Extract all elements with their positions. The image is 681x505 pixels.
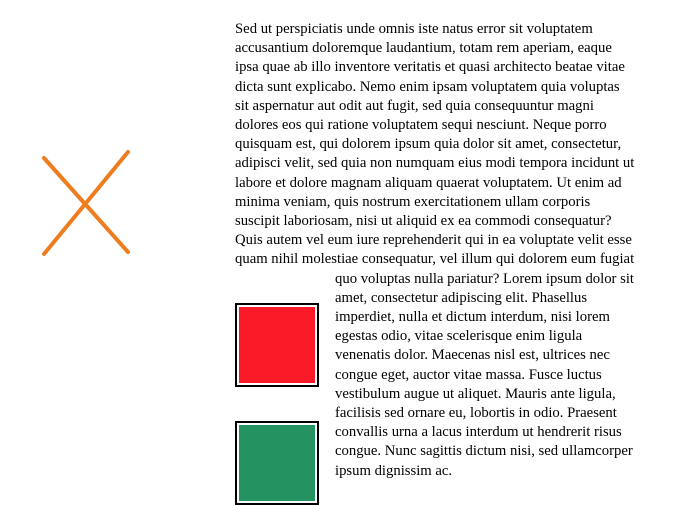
close-icon bbox=[40, 148, 132, 260]
article bbox=[235, 20, 637, 487]
red-swatch bbox=[235, 303, 319, 387]
green-swatch bbox=[235, 421, 319, 505]
article-text: Sed ut perspiciatis unde omnis iste natus error sit voluptatem accusantium doloremque laudantium, totam rem aperiam, eaque ipsa quae ab illo inventore veritatis et quasi architecto beatae vitae dicta sunt explicabo. Nemo enim ipsam voluptatem quia voluptas sit aspernatur aut odit aut fugit, sed quia consequuntur magni dolores eos qui ratione voluptatem sequi nesciunt. Neque porro quisquam est, qui dolorem ipsum quia dolor sit amet, consectetur, adipisci velit, sed quia non numquam eius modi tempora incidunt ut labore et dolore magnam aliquam quaerat voluptatem. Ut enim ad minima veniam, quis nostrum exercitationem ullam corporis suscipit laboriosam, nisi ut aliquid ex ea commodi consequatur? Quis autem vel eum iure reprehenderit qui in ea voluptate velit esse quam nihil molestiae consequatur, vel illum qui dolorem eum fugiat quo voluptas nulla pariatur? Lorem ipsum dolor sit amet, consectetur adipiscing elit. Phasellus imperdiet, nulla et dictum interdum, nisi lorem egestas odio, vitae scelerisque enim ligula venenatis dolor. Maecenas nisl est, ultrices nec congue eget, auctor vitae massa. Fusce luctus vestibulum augue ut aliquet. Mauris ante ligula, facilisis sed ornare eu, lobortis in odio. Praesent convallis urna a lacus interdum ut hendrerit risus congue. Nunc sagittis dictum nisi, sed ullamcorper ipsum dignissim ac. bbox=[235, 21, 635, 479]
red-swatch-fill bbox=[239, 307, 315, 383]
green-swatch-fill bbox=[239, 425, 315, 501]
swatch-column bbox=[235, 287, 335, 487]
